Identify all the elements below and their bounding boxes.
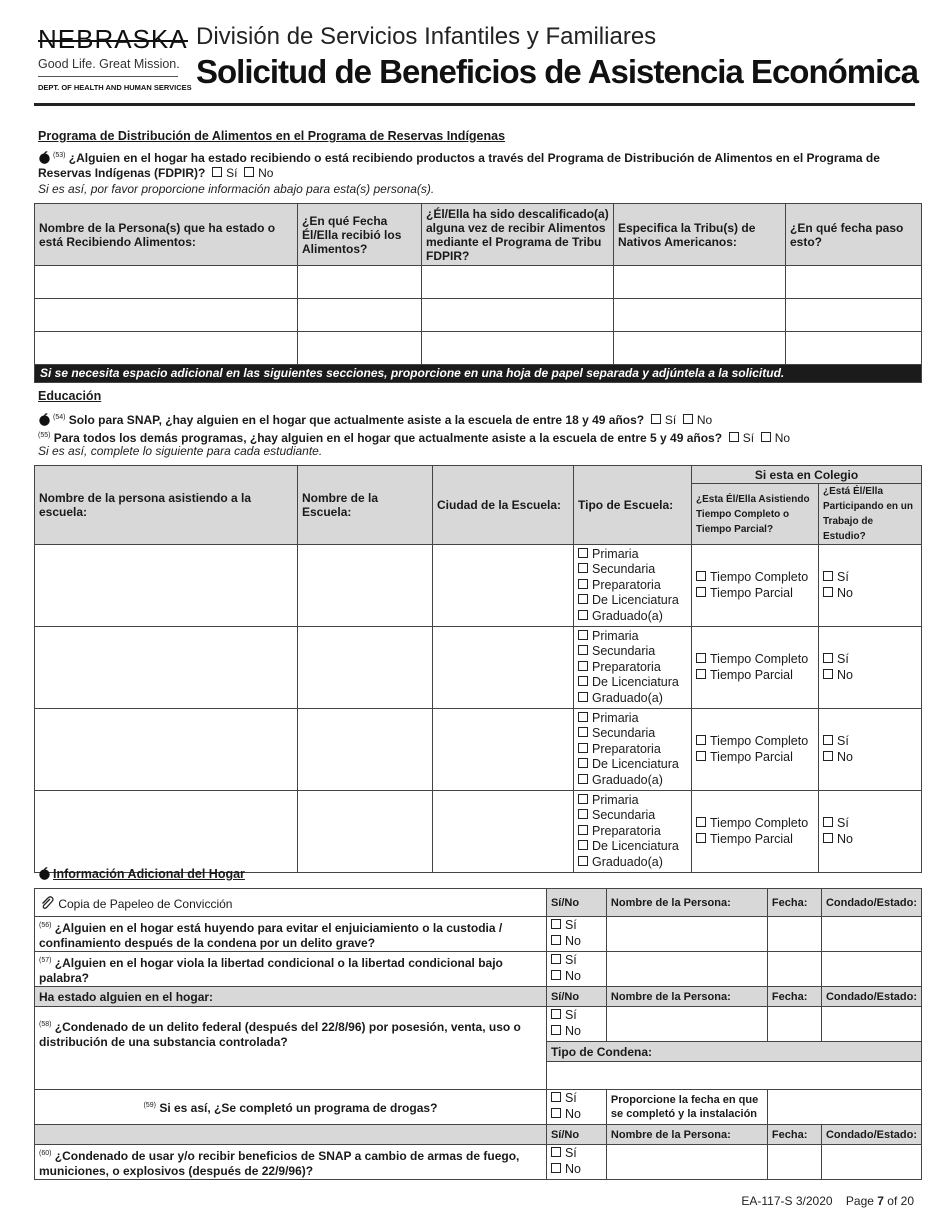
q58-yes[interactable]: Sí: [551, 1008, 602, 1024]
fdpir-input-name[interactable]: [35, 299, 298, 332]
fdpir-input-name[interactable]: [35, 266, 298, 299]
edu-col-city: Ciudad de la Escuela:: [433, 466, 574, 545]
table-row: [35, 952, 922, 987]
workstudy-no[interactable]: No: [823, 750, 917, 766]
logo-tagline: Good Life. Great Mission.: [38, 57, 180, 71]
time-full[interactable]: Tiempo Completo: [696, 816, 814, 832]
household-section-title: Información Adicional del Hogar: [38, 867, 245, 881]
q56-county-input[interactable]: [821, 917, 921, 952]
page-number: 7: [877, 1194, 884, 1208]
time-part[interactable]: Tiempo Parcial: [696, 668, 814, 684]
edu-col-fulltime: ¿Esta Él/Ella Asistiendo Tiempo Completo o Tiempo Parcial?: [692, 484, 819, 545]
col-date: Fecha:: [767, 1125, 821, 1145]
col-date: Fecha:: [767, 987, 821, 1007]
table-row: [35, 1145, 922, 1180]
fdpir-input-date[interactable]: [298, 266, 422, 299]
school-type-primaria[interactable]: Primaria: [578, 547, 687, 563]
form-title: Solicitud de Beneficios de Asistencia Económica: [196, 53, 918, 90]
col-person: Nombre de la Persona:: [606, 889, 767, 917]
school-type-preparatoria[interactable]: Preparatoria: [578, 660, 687, 676]
school-type-secundaria[interactable]: Secundaria: [578, 808, 687, 824]
q57-no[interactable]: No: [551, 969, 602, 985]
fdpir-input-when[interactable]: [786, 266, 922, 299]
col-county: Condado/Estado:: [821, 889, 921, 917]
question-55: $^{(55)}$ Para todos los demás programas, ¿hay alguien en el hogar que actualmente asiste a la escuela de entre 5 y 49 años? Sí No: [38, 431, 791, 445]
q59-yes[interactable]: Sí: [551, 1091, 602, 1107]
table-row: [35, 332, 922, 365]
page-label: Page: [845, 1194, 874, 1208]
col-person: Nombre de la Persona:: [606, 987, 767, 1007]
fdpir-col-disqualified: ¿Él/Ella ha sido descalificado(a) alguna vez de recibir Alimentos mediante el Programa de Tribu FDPIR?: [422, 204, 614, 266]
edu-input-city[interactable]: [433, 627, 574, 709]
school-type-primaria[interactable]: Primaria: [578, 711, 687, 727]
workstudy-yes[interactable]: Sí: [823, 570, 917, 586]
copy-note: Copia de Papeleo de Convicción: [35, 889, 547, 917]
logo-dept: DEPT. OF HEALTH AND HUMAN SERVICES: [38, 83, 192, 92]
education-note: Si es así, complete lo siguiente para cada estudiante.: [38, 444, 323, 458]
question-57: $^{(57)}$ ¿Alguien en el hogar viola la libertad condicional o la libertad condicional bajo palabra?: [35, 952, 547, 987]
has-been-header: Ha estado alguien en el hogar:: [35, 987, 547, 1007]
q60-yes[interactable]: Sí: [551, 1146, 602, 1162]
question-59: $^{(59)}$ Si es así, ¿Se completó un programa de drogas?: [35, 1090, 547, 1125]
nebraska-logo: NEBRASKA: [38, 24, 188, 54]
school-type-secundaria[interactable]: Secundaria: [578, 644, 687, 660]
apple-icon: [38, 413, 51, 426]
edu-input-school[interactable]: [298, 791, 433, 873]
household-table: [34, 888, 922, 1180]
q53-no[interactable]: No: [241, 166, 274, 180]
table-row: [35, 266, 922, 299]
q55-no[interactable]: No: [757, 431, 790, 445]
time-part[interactable]: Tiempo Parcial: [696, 832, 814, 848]
school-type-secundaria[interactable]: Secundaria: [578, 726, 687, 742]
workstudy-yes[interactable]: Sí: [823, 734, 917, 750]
form-id: EA-117-S 3/2020: [741, 1194, 833, 1208]
school-type-licenciatura[interactable]: De Licenciatura: [578, 593, 687, 609]
school-type-licenciatura[interactable]: De Licenciatura: [578, 675, 687, 691]
q53-yes[interactable]: Sí: [209, 166, 238, 180]
col-county: Condado/Estado:: [821, 1125, 921, 1145]
header-rule: [34, 103, 915, 106]
workstudy-no[interactable]: No: [823, 832, 917, 848]
q56-no[interactable]: No: [551, 934, 602, 950]
fdpir-input-name[interactable]: [35, 332, 298, 365]
conviction-type-input[interactable]: [546, 1062, 921, 1090]
table-row: [35, 299, 922, 332]
q55-yes[interactable]: Sí: [725, 431, 754, 445]
division-name: División de Servicios Infantiles y Familiares: [196, 23, 657, 50]
col-yesno: Sí/No: [546, 987, 606, 1007]
question-53: $^{(53)}$ ¿Alguien en el hogar ha estado recibiendo o está recibiendo productos a través del Programa de Distribución de Alimentos en el Programa de Reservas Indígenas (FDPIR)? Sí No: [38, 151, 880, 180]
edu-col-workstudy: ¿Está Él/Ella Participando en un Trabajo de Estudio?: [819, 484, 922, 545]
fdpir-input-disqualified[interactable]: [422, 299, 614, 332]
fdpir-col-tribe: Especifica la Tribu(s) de Nativos Americanos:: [614, 204, 786, 266]
col-person: Nombre de la Persona:: [606, 1125, 767, 1145]
table-row: [35, 1090, 922, 1125]
school-type-preparatoria[interactable]: Preparatoria: [578, 742, 687, 758]
q54-yes[interactable]: Sí: [647, 413, 676, 427]
education-section-title: Educación: [38, 389, 102, 403]
paperclip-icon: [39, 895, 55, 911]
question-56: $^{(56)}$ ¿Alguien en el hogar está huyendo para evitar el enjuiciamiento o la custodia / confinamiento después de la condena por un delito grave?: [35, 917, 547, 952]
completion-date-input[interactable]: [767, 1090, 921, 1125]
q60-person-input[interactable]: [606, 1145, 767, 1180]
school-type-primaria[interactable]: Primaria: [578, 629, 687, 645]
fdpir-col-when: ¿En qué fecha paso esto?: [786, 204, 922, 266]
table-row: [35, 709, 922, 791]
workstudy-yes[interactable]: Sí: [823, 816, 917, 832]
table-row: [35, 1007, 922, 1042]
school-type-graduado[interactable]: Graduado(a): [578, 691, 687, 707]
q58-person-input[interactable]: [606, 1007, 767, 1042]
school-type-licenciatura[interactable]: De Licenciatura: [578, 757, 687, 773]
workstudy-yes[interactable]: Sí: [823, 652, 917, 668]
edu-input-school[interactable]: [298, 709, 433, 791]
conviction-type-label: Tipo de Condena:: [546, 1042, 921, 1062]
fdpir-section-title: Programa de Distribución de Alimentos en el Programa de Reservas Indígenas: [38, 129, 506, 143]
fdpir-table: [34, 203, 922, 383]
time-full[interactable]: Tiempo Completo: [696, 570, 814, 586]
time-part[interactable]: Tiempo Parcial: [696, 750, 814, 766]
q58-no[interactable]: No: [551, 1024, 602, 1040]
question-58: $^{(58)}$ ¿Condenado de un delito federal (después del 22/8/96) por posesión, venta, uso o distribución de una substancia controlada?: [35, 1007, 547, 1090]
time-full[interactable]: Tiempo Completo: [696, 652, 814, 668]
empty-header: [35, 1125, 547, 1145]
workstudy-no[interactable]: No: [823, 586, 917, 602]
edu-col-type: Tipo de Escuela:: [574, 466, 692, 545]
q56-yes[interactable]: Sí: [551, 918, 602, 934]
logo-divider: [38, 76, 178, 77]
fdpir-input-tribe[interactable]: [614, 332, 786, 365]
apple-icon: [38, 867, 51, 880]
table-row: [35, 627, 922, 709]
school-type-preparatoria[interactable]: Preparatoria: [578, 578, 687, 594]
q57-yes[interactable]: Sí: [551, 953, 602, 969]
edu-college-header: Si esta en Colegio: [692, 466, 922, 484]
question-60: $^{(60)}$ ¿Condenado de usar y/o recibir beneficios de SNAP a cambio de armas de fuego, municiones, o explosivos (después de 22/9/96)?: [35, 1145, 547, 1180]
edu-col-school: Nombre de la Escuela:: [298, 466, 433, 545]
edu-input-city[interactable]: [433, 791, 574, 873]
fdpir-input-disqualified[interactable]: [422, 266, 614, 299]
edu-input-person[interactable]: [35, 545, 298, 627]
school-type-licenciatura[interactable]: De Licenciatura: [578, 839, 687, 855]
edu-input-school[interactable]: [298, 627, 433, 709]
q57-person-input[interactable]: [606, 952, 767, 987]
school-type-secundaria[interactable]: Secundaria: [578, 562, 687, 578]
fdpir-input-when[interactable]: [786, 299, 922, 332]
q59-no[interactable]: No: [551, 1107, 602, 1123]
fdpir-note: Si es así, por favor proporcione información abajo para esta(s) persona(s).: [38, 182, 435, 196]
edu-input-person[interactable]: [35, 627, 298, 709]
fdpir-col-name: Nombre de la Persona(s) que ha estado o está Recibiendo Alimentos:: [35, 204, 298, 266]
school-type-graduado[interactable]: Graduado(a): [578, 773, 687, 789]
fdpir-input-when[interactable]: [786, 332, 922, 365]
edu-col-person: Nombre de la persona asistiendo a la escuela:: [35, 466, 298, 545]
extra-space-note: Si se necesita espacio adicional en las siguientes secciones, proporcione en una hoja de papel separada y adjúntela a la solicitud.: [35, 365, 922, 383]
fdpir-input-disqualified[interactable]: [422, 332, 614, 365]
school-type-preparatoria[interactable]: Preparatoria: [578, 824, 687, 840]
school-type-primaria[interactable]: Primaria: [578, 793, 687, 809]
fdpir-col-date: ¿En qué Fecha Él/Ella recibió los Alimentos?: [298, 204, 422, 266]
col-yesno: Sí/No: [546, 1125, 606, 1145]
question-54: $^{(54)}$ Solo para SNAP, ¿hay alguien en el hogar que actualmente asiste a la escuela de entre 18 y 49 años? Sí No: [38, 410, 908, 428]
apple-icon: [38, 151, 51, 164]
completion-date-label: Proporcione la fecha en que se completó y la instalación: [606, 1090, 767, 1125]
education-table: [34, 465, 922, 873]
table-row: [35, 545, 922, 627]
time-full[interactable]: Tiempo Completo: [696, 734, 814, 750]
school-type-graduado[interactable]: Graduado(a): [578, 609, 687, 625]
col-county: Condado/Estado:: [821, 987, 921, 1007]
q60-no[interactable]: No: [551, 1162, 602, 1178]
q57-date-input[interactable]: [767, 952, 821, 987]
table-row: [35, 791, 922, 873]
q58-county-input[interactable]: [821, 1007, 921, 1042]
fdpir-input-date[interactable]: [298, 332, 422, 365]
edu-input-city[interactable]: [433, 709, 574, 791]
edu-input-school[interactable]: [298, 545, 433, 627]
school-type-graduado[interactable]: Graduado(a): [578, 855, 687, 871]
fdpir-input-tribe[interactable]: [614, 266, 786, 299]
edu-input-person[interactable]: [35, 791, 298, 873]
fdpir-input-date[interactable]: [298, 299, 422, 332]
q54-no[interactable]: No: [680, 413, 713, 427]
col-date: Fecha:: [767, 889, 821, 917]
page-footer: [741, 1194, 914, 1208]
fdpir-input-tribe[interactable]: [614, 299, 786, 332]
workstudy-no[interactable]: No: [823, 668, 917, 684]
time-part[interactable]: Tiempo Parcial: [696, 586, 814, 602]
col-yesno: Sí/No: [546, 889, 606, 917]
table-row: [35, 917, 922, 952]
q56-date-input[interactable]: [767, 917, 821, 952]
q60-county-input[interactable]: [821, 1145, 921, 1180]
q60-date-input[interactable]: [767, 1145, 821, 1180]
q57-county-input[interactable]: [821, 952, 921, 987]
edu-input-city[interactable]: [433, 545, 574, 627]
q58-date-input[interactable]: [767, 1007, 821, 1042]
page-total: of 20: [887, 1194, 914, 1208]
edu-input-person[interactable]: [35, 709, 298, 791]
q56-person-input[interactable]: [606, 917, 767, 952]
